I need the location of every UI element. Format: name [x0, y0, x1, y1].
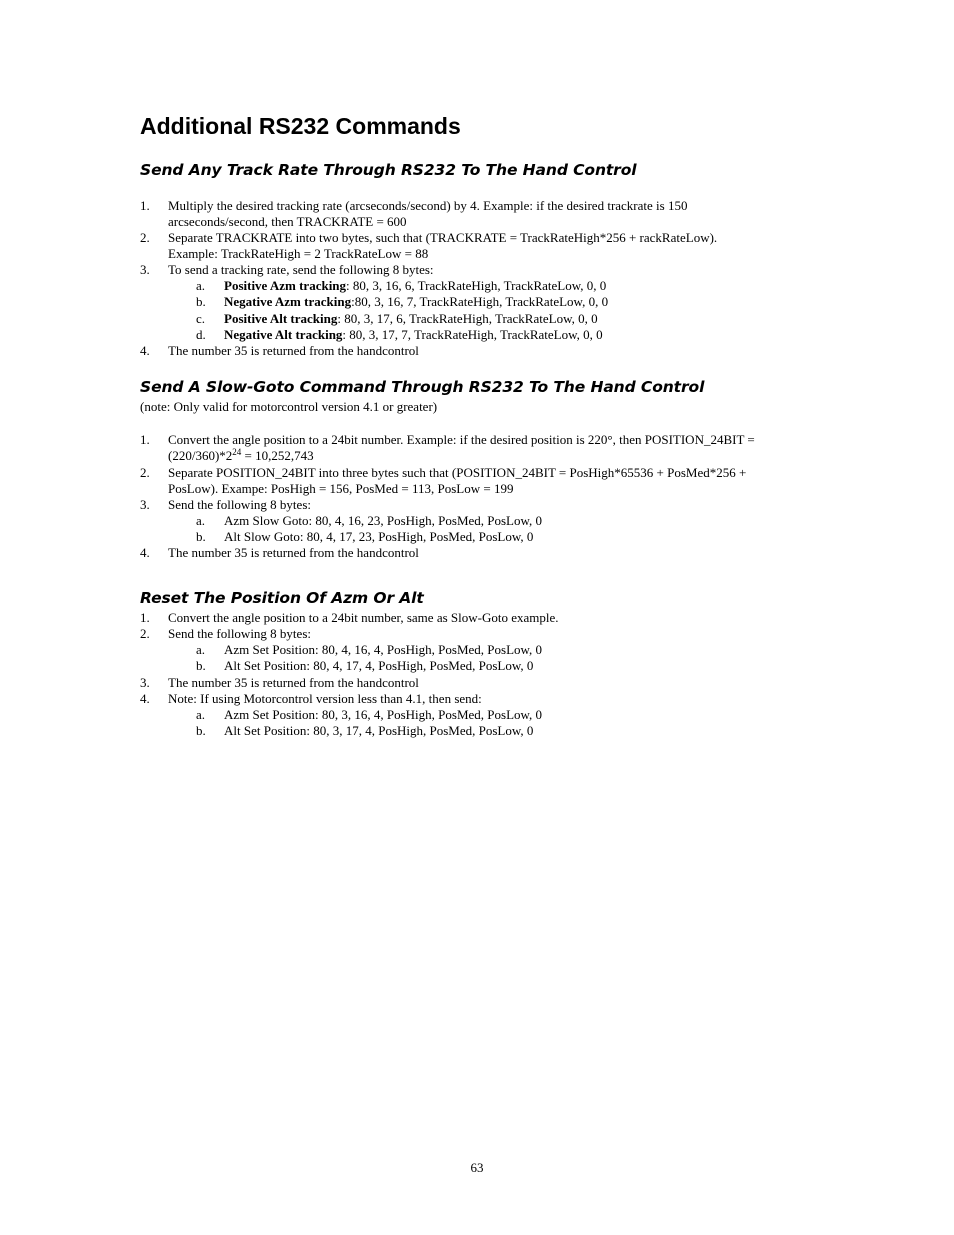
subitem-text [224, 294, 608, 310]
subitem-text: Alt Slow Goto: 80, 4, 17, 23, PosHigh, PosMed, PosLow, 0 [224, 529, 534, 544]
subitem-text: Azm Slow Goto: 80, 4, 16, 23, PosHigh, PosMed, PosLow, 0 [224, 513, 543, 528]
subitem-value: : 80, 3, 17, 7, TrackRateHigh, TrackRateLow, 0, 0 [342, 327, 603, 342]
item-text: To send a tracking rate, send the following 8 bytes: [168, 262, 434, 277]
section-heading-reset-position: Reset The Position Of Azm Or Alt [140, 589, 424, 607]
item-number: 3. [140, 262, 150, 277]
section-heading-slow-goto: Send A Slow-Goto Command Through RS232 To The Hand Control [140, 378, 705, 396]
subitem-text [224, 311, 598, 327]
section-note: (note: Only valid for motorcontrol version 4.1 or greater) [140, 399, 438, 414]
item-text: Convert the angle position to a 24bit number. Example: if the desired position is 220°, then POSITION_24BIT = [168, 432, 755, 447]
item-text: Send the following 8 bytes: [168, 497, 311, 512]
subitem-letter: b. [196, 529, 206, 544]
subitem-letter: a. [196, 278, 206, 293]
item-text: arcseconds/second, then TRACKRATE = 600 [168, 214, 407, 229]
subitem-letter: a. [196, 642, 206, 657]
item-text: The number 35 is returned from the handcontrol [168, 545, 419, 560]
subitem-text: Azm Set Position: 80, 4, 16, 4, PosHigh, PosMed, PosLow, 0 [224, 642, 543, 657]
subitem-letter: a. [196, 707, 206, 722]
item-text: Convert the angle position to a 24bit number, same as Slow-Goto example. [168, 610, 559, 625]
section-heading-track-rate: Send Any Track Rate Through RS232 To The Hand Control [140, 161, 637, 179]
subitem-letter: c. [196, 311, 206, 326]
item-text: Send the following 8 bytes: [168, 626, 311, 641]
page-title: Additional RS232 Commands [140, 113, 461, 139]
subitem-bold-label: Negative Azm tracking [224, 294, 352, 309]
item-number: 1. [140, 198, 150, 213]
item-text: Example: TrackRateHigh = 2 TrackRateLow = 88 [168, 246, 429, 261]
item-text: Separate TRACKRATE into two bytes, such that (TRACKRATE = TrackRateHigh*256 + rackRateLow). [168, 230, 718, 245]
formula-exponent: 24 [232, 447, 242, 457]
subitem-text: Alt Set Position: 80, 3, 17, 4, PosHigh, PosMed, PosLow, 0 [224, 723, 534, 738]
item-text: The number 35 is returned from the handcontrol [168, 675, 419, 690]
subitem-value: :80, 3, 16, 7, TrackRateHigh, TrackRateLow, 0, 0 [351, 294, 609, 309]
subitem-text [224, 327, 603, 343]
item-number: 2. [140, 230, 150, 245]
subitem-letter: d. [196, 327, 206, 342]
item-number: 2. [140, 465, 150, 480]
subitem-value: : 80, 3, 17, 6, TrackRateHigh, TrackRateLow, 0, 0 [337, 311, 598, 326]
subitem-bold-label: Positive Azm tracking [224, 278, 347, 293]
item-text: Multiply the desired tracking rate (arcseconds/second) by 4. Example: if the desired trackrate is 150 [168, 198, 688, 213]
item-text: Separate POSITION_24BIT into three bytes such that (POSITION_24BIT = PosHigh*65536 + PosMed*256 + [168, 465, 747, 480]
item-number: 3. [140, 497, 150, 512]
item-text: The number 35 is returned from the handcontrol [168, 343, 419, 358]
item-text: Note: If using Motorcontrol version less than 4.1, then send: [168, 691, 482, 706]
subitem-value: : 80, 3, 16, 6, TrackRateHigh, TrackRateLow, 0, 0 [346, 278, 607, 293]
page-number: 63 [470, 1160, 484, 1175]
item-text [168, 448, 314, 464]
subitem-text: Alt Set Position: 80, 4, 17, 4, PosHigh, PosMed, PosLow, 0 [224, 658, 534, 673]
subitem-bold-label: Negative Alt tracking [224, 327, 343, 342]
formula-result: = 10,252,743 [241, 448, 314, 463]
item-number: 4. [140, 343, 150, 358]
subitem-text [224, 278, 606, 294]
subitem-letter: b. [196, 658, 206, 673]
item-number: 4. [140, 545, 150, 560]
item-text: PosLow). Exampe: PosHigh = 156, PosMed = 113, PosLow = 199 [168, 481, 514, 496]
subitem-letter: b. [196, 723, 206, 738]
item-number: 4. [140, 691, 150, 706]
subitem-bold-label: Positive Alt tracking [224, 311, 338, 326]
item-number: 1. [140, 610, 150, 625]
subitem-letter: b. [196, 294, 206, 309]
subitem-text: Azm Set Position: 80, 3, 16, 4, PosHigh, PosMed, PosLow, 0 [224, 707, 543, 722]
formula-base: (220/360)*2 [168, 448, 233, 463]
item-number: 2. [140, 626, 150, 641]
item-number: 1. [140, 432, 150, 447]
subitem-letter: a. [196, 513, 206, 528]
item-number: 3. [140, 675, 150, 690]
